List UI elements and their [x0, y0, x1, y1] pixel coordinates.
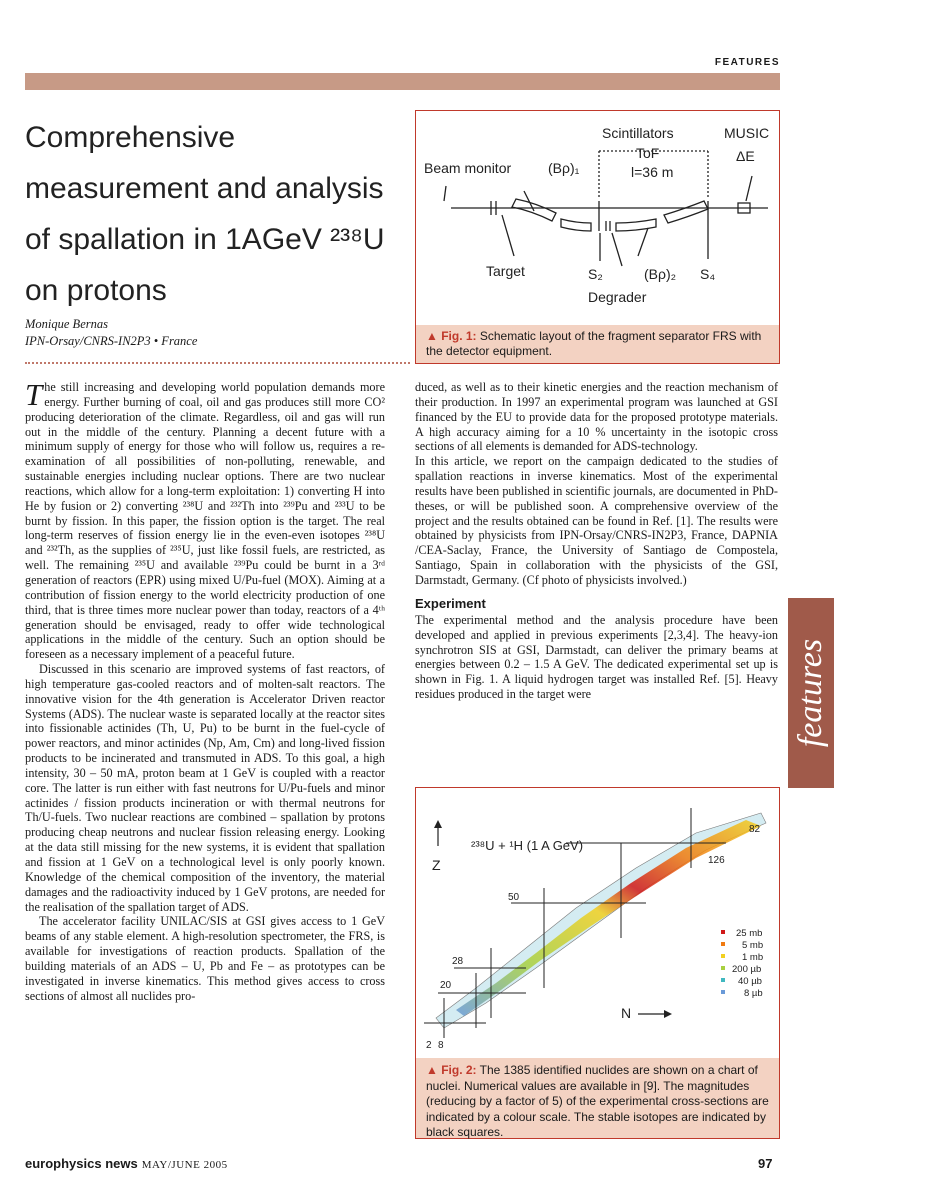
legend-swatch-40ub — [721, 978, 725, 982]
right-paragraph-2: In this article, we report on the campaign dedicated to the studies of spallation reactions in inverse kinematics. Most of the experimental results have been published in scientific journals, are documented in PhD-theses, or will be published soon. A comprehensive overview of the project and the results obtained can be found in Ref. [1]. The results were obtained by physicists from IPN-Orsay/CNRS-IN2P3, France, DAPNIA /CEA-Saclay, France, the University of Santiago de Compostela, Santiago, Spain in collaboration with the physicists of the GSI, Darmstadt, Germany. (Cf photo of physicists involved.) — [415, 454, 778, 587]
figure-2-caption — [416, 1058, 779, 1138]
figure-1 — [415, 110, 780, 364]
magic-label-126: 126 — [708, 855, 725, 866]
author-name: Monique Bernas — [25, 317, 108, 331]
right-paragraph-1: duced, as well as to their kinetic energies and the reaction mechanism of their production. In 1997 an experimental program was launched at GSI financed by the EU to provide data for the proposed prototype materials. A high accuracy aiming for a 10 % uncertainty in the isotopic cross sections of all elements is demanded for ADS-technology. — [415, 380, 778, 454]
title-divider — [25, 362, 410, 364]
article-title: Comprehensive measurement and analysis of spallation in 1AGeV ²³⁸U on protons — [25, 121, 385, 307]
label-delta-e: ΔE — [736, 148, 755, 164]
label-s4: S₄ — [700, 266, 716, 282]
legend-8ub: 8 µb — [744, 988, 763, 999]
left-paragraph-2: Discussed in this scenario are improved systems of fast reactors, of high temperature gas-cooled reactors and of molten-salt reactors. The innovative vision for the 4th generation is Accelerator Driven reactor Systems (ADS). The nuclear waste is separated locally at the reactor sites into fissionable actinides (Th, U, Pu) to be burnt in the fuel-cycle of power reactors, and minor actinides (Np, Am, Cm) and long-lived fission products to be incinerated and transmuted in ADS. To this goal, a high intensity, 30 – 50 mA, proton beam at 1 GeV is coupled with a reactor core. The latter is run either with fast neutrons for U/Pu-fuels and minor actinides / fission products incineration or with thermal neutrons for Th/U-fuels. Two nuclear reactions are combined – spallation by protons producing cheap neutrons and nuclear fission releasing energy. Looking at the data still missing for the new systems, it is evident that spallation and fission at 1 GeV on a technological level is only poorly known. Knowledge of the chemical composition of the inventory, the material damages and the radioactivity induced by 1 GeV protons, are needed for the realisation of the spallation target of ADS. — [25, 662, 385, 914]
figure-2-label: ▲ Fig. 2: — [426, 1063, 477, 1077]
legend-40ub: 40 µb — [738, 976, 762, 987]
label-degrader: Degrader — [588, 289, 647, 305]
publication-name: europhysics news — [25, 1156, 138, 1171]
legend-swatch-8ub — [721, 990, 725, 994]
label-bq2: (Bρ)₂ — [644, 266, 677, 282]
magic-label-82: 82 — [749, 824, 761, 835]
section-heading-experiment: Experiment — [415, 595, 486, 611]
author-affiliation: IPN-Orsay/CNRS-IN2P3 • France — [25, 334, 198, 348]
nuclide-chart — [416, 788, 779, 1058]
side-tab — [788, 598, 834, 788]
magic-label-2: 2 — [426, 1040, 432, 1051]
legend-200ub: 200 µb — [732, 964, 762, 975]
legend-5mb: 5 mb — [742, 940, 764, 951]
figure-1-label: ▲ Fig. 1: — [426, 329, 477, 343]
magic-label-50: 50 — [508, 892, 520, 903]
figure-2-caption-text: The 1385 identified nuclides are shown on a chart of nuclei. Numerical values are available in [9]. The magnitudes (reducing by a factor of 5) of the experimental cross-sections are indicated by a colour scale. The stable isotopes are indicated by black squares. — [426, 1063, 769, 1139]
issue-date: MAY/JUNE 2005 — [141, 1159, 228, 1171]
header-bar — [25, 73, 780, 90]
left-paragraph-1: he still increasing and developing world population demands more energy. Further burning of coal, oil and gas produces still more CO² producing deterioration of the climate. Regardless, oil and gas will run out in the middle of the century. Planning a decent future with a minimum supply of energy for those who will follow us, requires a re-examination of all possibilities of non-polluting, renewable, and sustainable energies including nuclear options. There are two nuclear reactions, which allow for a long-term exploitation: 1) converting H into He by fusion or 2) converting ²³⁸U and ²³²Th into ²³⁹Pu and ²³³U to be burnt by fission. In this paper, the fission option is the target. The real long-term reserves of fission energy lie in the even-even isotopes ²³⁸U and ²³²Th, as the supplies of ²³⁵U, just like fossil fuels, are restricted, as well. The remaining ²³⁵U and available ²³⁹Pu could be burnt in a 3ʳᵈ generation of reactors (EPR) using mixed U/Pu-fuel (MOX). Aiming at a contribution of fission energy to the world electricity production of one third, that is three times more nuclear power than today, reactors of a 4ᵗʰ generation should be envisaged, ready to offer wide technological applications in the middle of the century. Such an option should be foreseen as a necessary implement of a peaceful future. — [25, 380, 385, 662]
side-tab-label: features — [792, 638, 829, 748]
label-bq1: (Bρ)₁ — [548, 160, 580, 176]
figure-1-caption-text: Schematic layout of the fragment separator FRS with the detector equipment. — [426, 329, 762, 358]
label-target: Target — [486, 263, 525, 279]
right-column — [415, 380, 778, 702]
legend-swatch-1mb — [721, 954, 725, 958]
legend-swatch-5mb — [721, 942, 725, 946]
label-length: l=36 m — [631, 164, 674, 180]
label-s2: S₂ — [588, 266, 603, 282]
label-beam-monitor: Beam monitor — [424, 160, 512, 176]
left-paragraph-3: The accelerator facility UNILAC/SIS at GSI gives access to 1 GeV beams of any stable element. A high-resolution spectrometer, the FRS, is available for investigations of reaction products. Spallation of the building materials of an ADS – U, Pb and Fe – as prototypes can be investigated in inverse kinematics. This method gives access to cross sections of almost all nuclides pro- — [25, 914, 385, 1003]
magic-label-20: 20 — [440, 980, 452, 991]
n-axis-label: N — [621, 1005, 632, 1021]
reaction-label: ²³⁸U + ¹H (1 A GeV) — [471, 838, 584, 853]
legend-swatch-25mb — [721, 930, 725, 934]
magic-label-28: 28 — [452, 956, 464, 967]
section-label: FEATURES — [714, 57, 780, 68]
figure-2 — [415, 787, 780, 1139]
figure-1-caption — [416, 325, 779, 363]
right-paragraph-3: The experimental method and the analysis procedure have been developed and applied in previous experiments [2,3,4]. The heavy-ion synchrotron SIS at GSI, Darmstadt, can deliver the primary beams at energies between 0.2 – 1.5 A GeV. The dedicated experimental set up is shown in Fig. 1. A liquid hydrogen target was installed Ref. [5]. Heavy residues produced in the target were — [415, 612, 778, 702]
author-block — [25, 316, 197, 350]
page-number: 97 — [758, 1156, 773, 1171]
footer-publication — [25, 1156, 228, 1171]
frs-schematic — [416, 111, 779, 325]
left-column — [25, 377, 385, 1003]
label-tof: ToF — [636, 145, 660, 161]
cross-section-legend — [721, 928, 763, 999]
z-axis-label: Z — [432, 857, 441, 873]
drop-cap: T — [25, 377, 43, 412]
legend-1mb: 1 mb — [742, 952, 764, 963]
legend-swatch-200ub — [721, 966, 725, 970]
magic-label-8: 8 — [438, 1040, 444, 1051]
label-scintillators: Scintillators — [602, 125, 674, 141]
legend-25mb: 25 mb — [736, 928, 763, 939]
label-music: MUSIC — [724, 125, 770, 141]
